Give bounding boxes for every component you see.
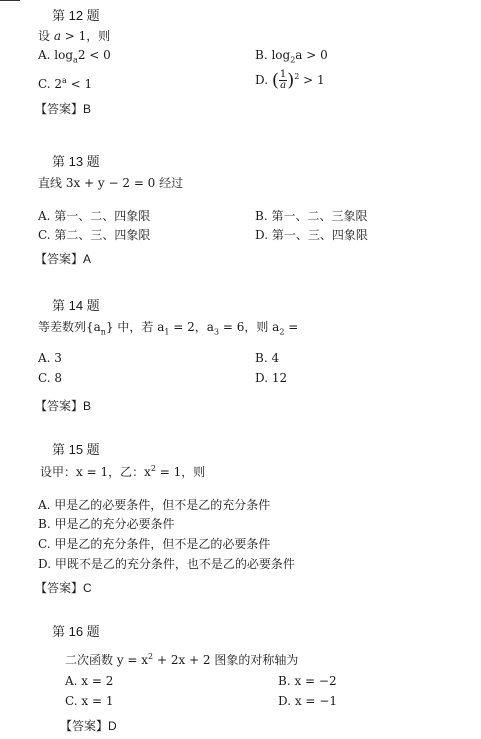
right-paren: )	[287, 70, 295, 91]
option-a[interactable]: A. 3	[38, 351, 62, 365]
option-d[interactable]: D. ( $\frac{1}{a}$ )$^2$ > 1	[255, 69, 325, 91]
left-paren: (	[271, 70, 279, 91]
option-b[interactable]: B. 第一、二、三象限	[255, 209, 368, 223]
question-stem: 设 a > 1，则	[38, 29, 111, 43]
option-b[interactable]: B. $\log_2a > 0$	[255, 48, 328, 65]
answer-line: 【答案】B	[35, 399, 92, 413]
option-d[interactable]: D. 甲既不是乙的充分条件，也不是乙的必要条件	[38, 557, 295, 571]
option-c[interactable]: C. 第二、三、四象限	[38, 228, 151, 242]
option-a[interactable]: A. 甲是乙的必要条件，但不是乙的充分条件	[38, 498, 271, 512]
option-c[interactable]: C. x = 1	[65, 694, 114, 708]
option-d[interactable]: D. 12	[255, 371, 288, 385]
question-stem: 设甲：x = 1，乙：$x^2 = 1$，则	[40, 464, 206, 479]
question-stem: 等差数列$\{a_n\}$ 中，若 $a_1 = 2$，$a_3 = 6$，则 $a_2$ =	[38, 320, 299, 337]
question-title: 第 14 题	[52, 298, 100, 313]
question-title: 第 16 题	[52, 624, 100, 639]
option-c[interactable]: C. 8	[38, 371, 63, 385]
answer-line: 【答案】B	[35, 102, 92, 116]
top-rule	[0, 0, 20, 1]
option-d[interactable]: D. x = −1	[278, 694, 337, 708]
option-a[interactable]: A. 第一、二、四象限	[38, 209, 151, 223]
question-stem: 二次函数 $y = x^2 + 2x + 2$ 图象的对称轴为	[65, 652, 299, 667]
question-title: 第 15 题	[52, 442, 100, 457]
answer-line: 【答案】A	[35, 252, 92, 266]
option-a[interactable]: A. $\log_a2 < 0$	[38, 48, 111, 65]
option-d[interactable]: D. 第一、三、四象限	[255, 228, 368, 242]
option-a[interactable]: A. x = 2	[65, 674, 114, 688]
question-title: 第 13 题	[52, 154, 100, 169]
option-b[interactable]: B. x = −2	[278, 674, 337, 688]
answer-line: 【答案】C	[35, 581, 92, 595]
option-c[interactable]: C. $2^a < 1$	[38, 76, 93, 91]
option-b[interactable]: B. 甲是乙的充分必要条件	[38, 517, 175, 531]
option-b[interactable]: B. 4	[255, 351, 280, 365]
answer-line: 【答案】D	[60, 719, 117, 733]
question-title: 第 12 题	[52, 8, 100, 23]
fraction: $\frac{1}{a}$	[279, 69, 287, 91]
option-c[interactable]: C. 甲是乙的充分条件，但不是乙的必要条件	[38, 537, 271, 551]
question-stem: 直线 3x + y − 2 = 0 经过	[38, 176, 184, 190]
